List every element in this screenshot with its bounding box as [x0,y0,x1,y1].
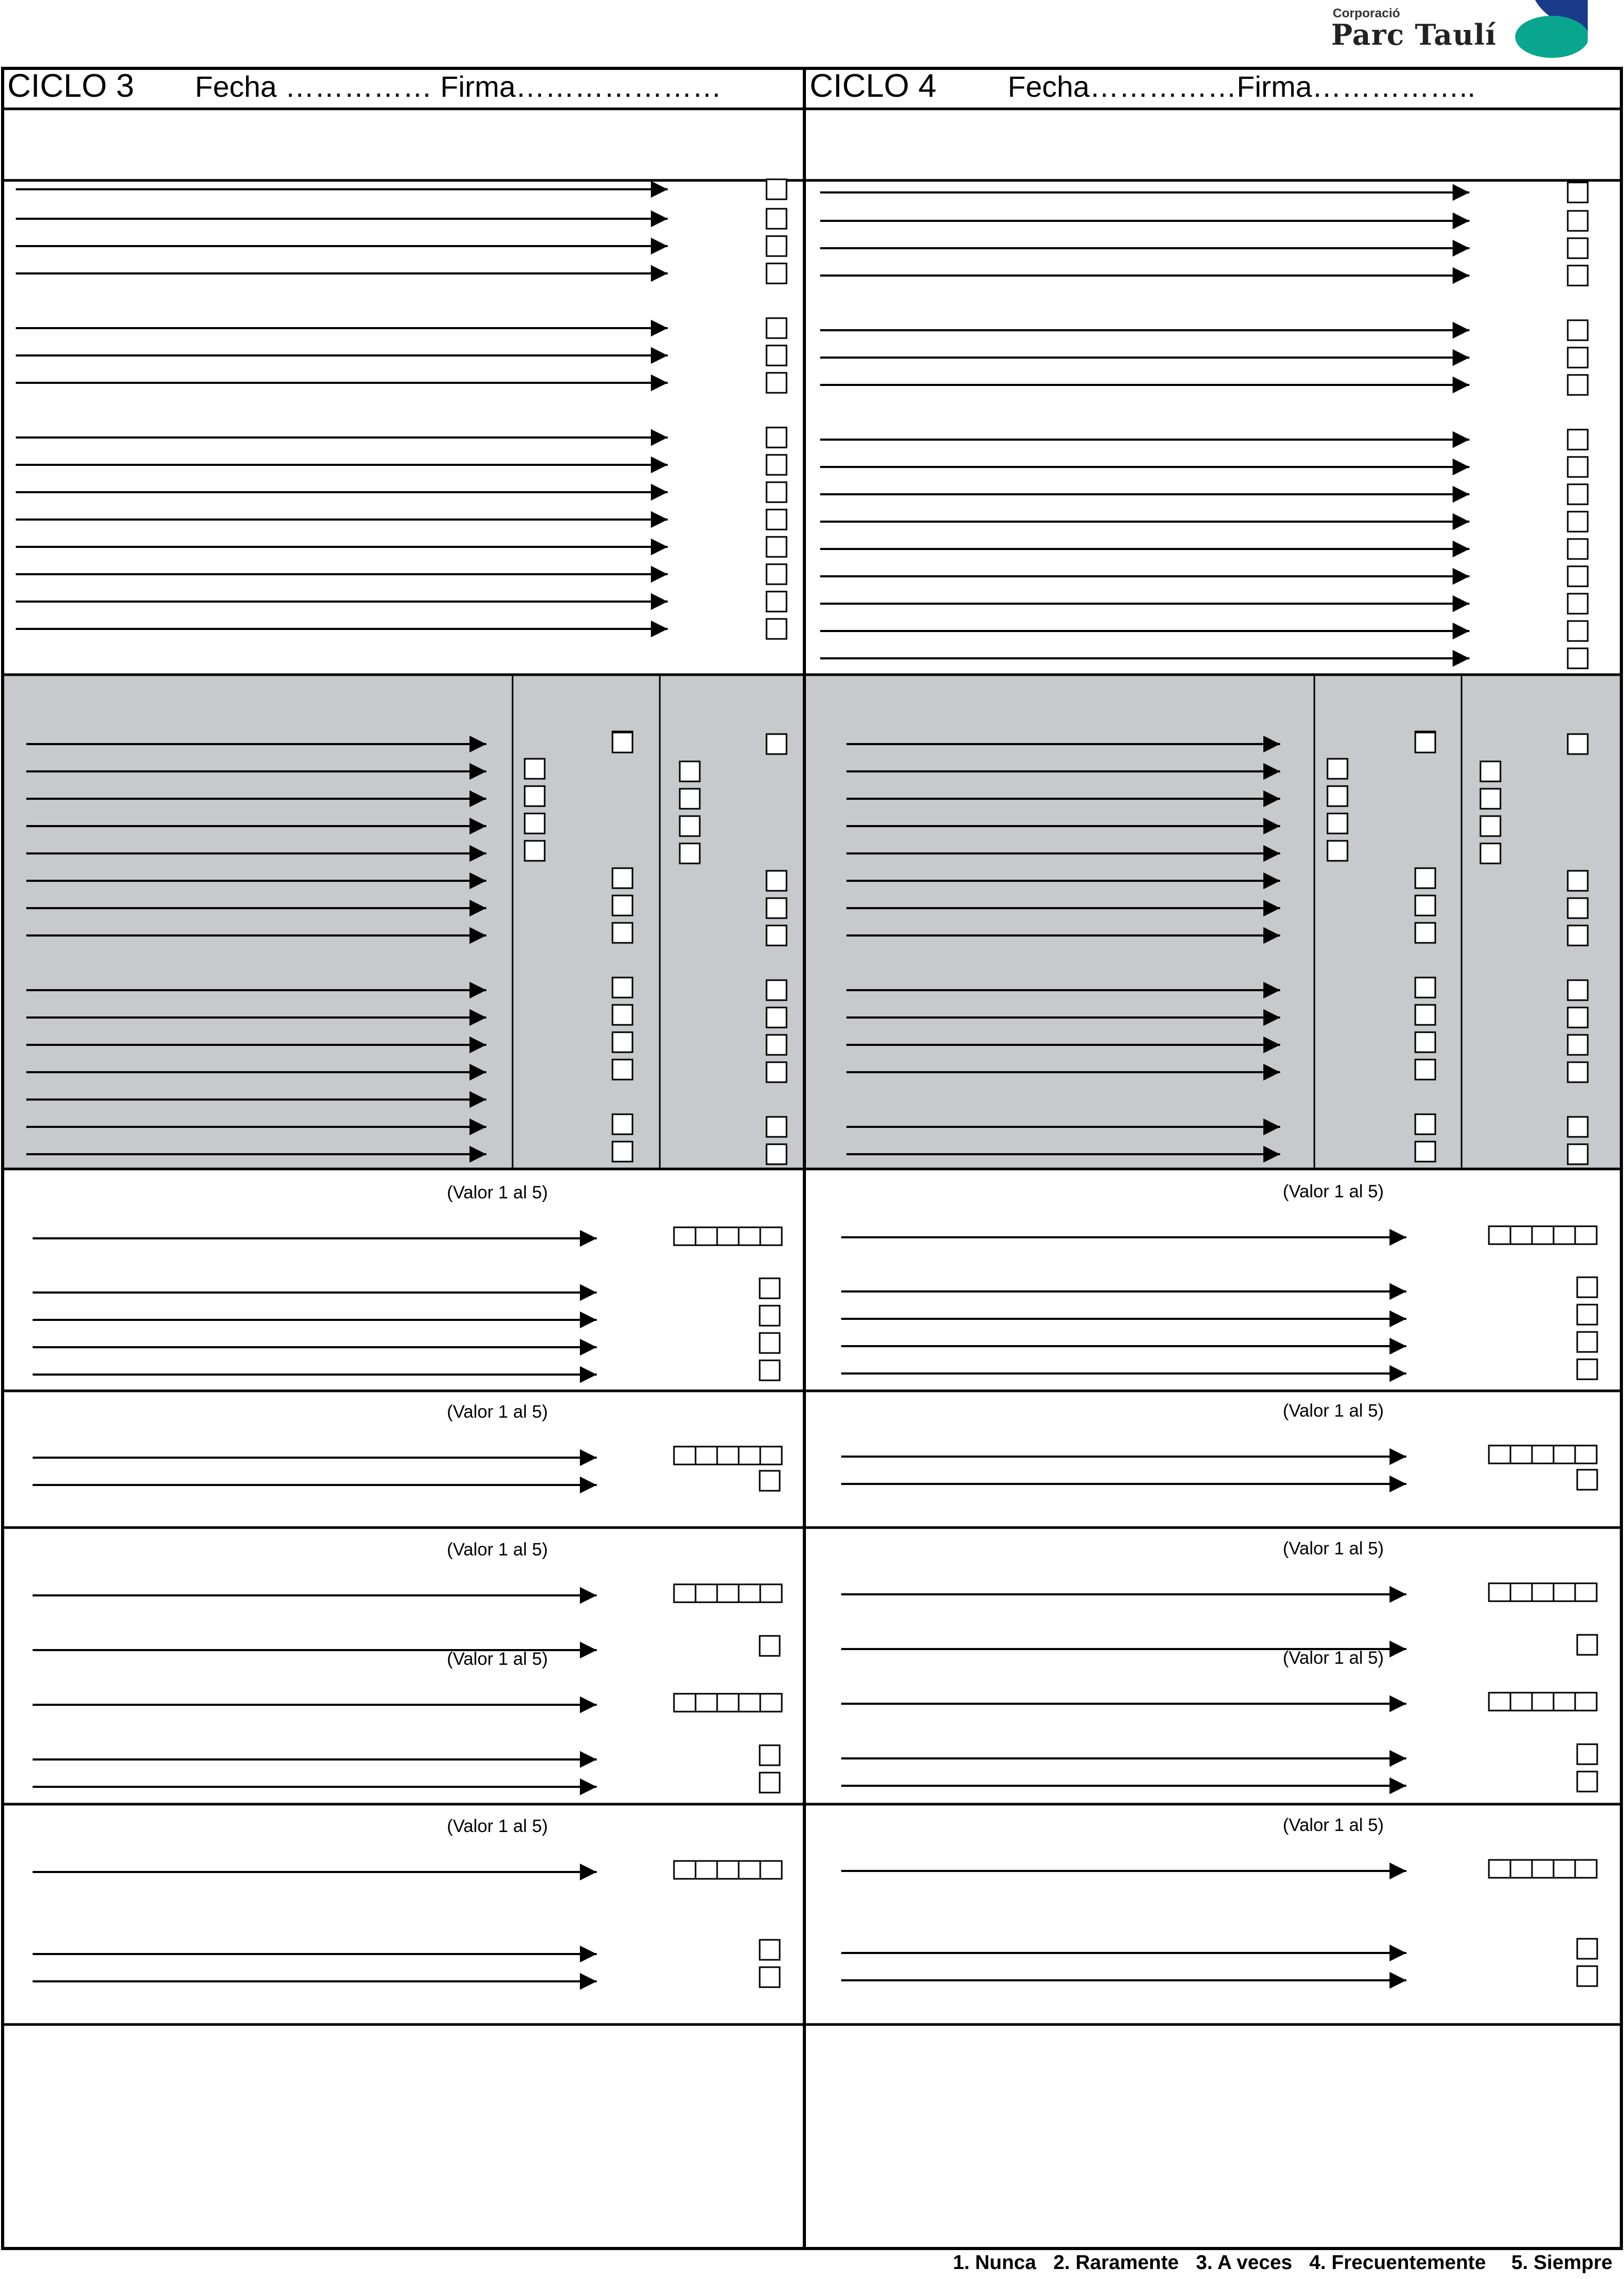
c3-s2-checkbox-a-6[interactable] [612,896,632,915]
c4-item-checkbox-s5a-0[interactable] [1577,1635,1597,1655]
c3-score-s5a-0-cell-1[interactable] [674,1584,696,1602]
c3-s1-checkbox-3[interactable] [767,263,787,283]
c4-item-checkbox-s6-1[interactable] [1577,1966,1597,1986]
c3-score-s5b-0-cell-1[interactable] [674,1694,696,1712]
c3-score-s5a-0-cell-2[interactable] [696,1584,717,1602]
cycle4-date-signature[interactable]: Fecha……………Firma…………….. [1007,70,1476,103]
c3-score-s5a-0-cell-5[interactable] [760,1584,782,1602]
c4-score-s4-1-cell-3[interactable] [1532,1446,1554,1463]
c4-score-s6-1-cell-5[interactable] [1575,1860,1597,1878]
c3-s2-checkbox-b-9[interactable] [767,1008,787,1027]
c3-s2-checkbox-b-14[interactable] [767,1144,787,1164]
c3-s2-checkbox-a-11[interactable] [612,1060,632,1080]
c4-score-s3-1-cell-1[interactable] [1489,1226,1510,1244]
c3-score-s4-0-cell-3[interactable] [717,1447,739,1464]
c4-score-s6-1-cell-1[interactable] [1489,1860,1510,1878]
c3-s1-checkbox-1[interactable] [767,209,787,229]
legend-frecuentemente: 4. Frecuentemente [1309,2252,1486,2274]
c3-s1-checkbox-11[interactable] [767,537,787,557]
c4-score-s3-1-cell-2[interactable] [1510,1226,1532,1244]
c4-s2-checkbox-b-11[interactable] [1568,1062,1588,1082]
c4-score-s5a-1-cell-4[interactable] [1554,1583,1575,1601]
c3-s2-checkbox-a-3[interactable] [525,813,545,833]
cycle4-header [810,67,1476,105]
c4-s1-checkbox-11[interactable] [1568,539,1588,559]
c3-s1-checkbox-2[interactable] [767,236,787,256]
c3-score-s5b-0-cell-5[interactable] [760,1694,782,1712]
c4-s1-checkbox-3[interactable] [1568,266,1588,286]
c3-s2-checkbox-a-14[interactable] [612,1142,632,1162]
c3-s2-checkbox-b-2[interactable] [680,789,700,809]
c4-score-s5a-1-cell-5[interactable] [1575,1583,1597,1601]
c3-valor-label-6: (Valor 1 al 5) [447,1649,548,1669]
c3-s2-checkbox-b-7[interactable] [767,925,787,945]
c3-s1-checkbox-4[interactable] [767,318,787,338]
legend-raramente: 2. Raramente [1053,2252,1179,2274]
c3-score-s4-0-cell-2[interactable] [696,1447,717,1464]
c4-score-s5b-1-cell-4[interactable] [1554,1693,1575,1711]
c4-s1-checkbox-13[interactable] [1568,594,1588,614]
c3-item-checkbox-s6-0[interactable] [760,1940,780,1960]
c4-score-s3-1-cell-4[interactable] [1554,1226,1575,1244]
c3-score-s4-0-cell-1[interactable] [674,1447,696,1464]
logo-corporacio: Corporació [1333,6,1401,21]
c4-s2-checkbox-a-3[interactable] [1327,813,1347,833]
c4-s2-checkbox-b-9[interactable] [1568,1008,1588,1027]
c3-s2-checkbox-b-3[interactable] [680,816,700,836]
c4-score-s5a-1-cell-2[interactable] [1510,1583,1532,1601]
cycle3-label: CICLO 3 [7,68,135,104]
c4-s2-checkbox-b-14[interactable] [1568,1144,1588,1164]
c4-score-s5b-1-cell-2[interactable] [1510,1693,1532,1711]
c4-s2-checkbox-b-6[interactable] [1568,898,1588,918]
c3-s1-checkbox-0[interactable] [767,179,787,199]
c4-valor-label-3: (Valor 1 al 5) [1283,1401,1384,1421]
c4-item-checkbox-s3-2[interactable] [1577,1332,1597,1352]
cycle3-date-signature[interactable]: Fecha …………… Firma………………… [195,70,722,103]
c4-s1-checkbox-2[interactable] [1568,238,1588,258]
c4-s1-checkbox-6[interactable] [1568,375,1588,395]
c4-s2-checkbox-b-8[interactable] [1568,980,1588,1000]
c3-score-s6-0-cell-5[interactable] [760,1861,782,1879]
c3-s2-checkbox-a-13[interactable] [612,1114,632,1134]
c3-item-checkbox-s3-3[interactable] [760,1360,780,1380]
c4-s2-checkbox-a-6[interactable] [1415,896,1435,915]
c3-valor-label-8: (Valor 1 al 5) [447,1816,548,1836]
c3-s2-checkbox-b-11[interactable] [767,1062,787,1082]
c3-s2-checkbox-top-a[interactable] [612,732,632,752]
c3-score-s4-0-cell-5[interactable] [760,1447,782,1464]
c4-s1-checkbox-4[interactable] [1568,320,1588,340]
c3-s2-checkbox-b-13[interactable] [767,1117,787,1137]
c4-s2-checkbox-a-13[interactable] [1415,1114,1435,1134]
c4-s2-checkbox-a-10[interactable] [1415,1032,1435,1052]
c4-s2-checkbox-b-10[interactable] [1568,1035,1588,1055]
c4-valor-label-5: (Valor 1 al 5) [1283,1539,1384,1559]
c3-s2-checkbox-a-2[interactable] [525,786,545,806]
c4-s1-checkbox-15[interactable] [1568,648,1588,668]
c4-s2-checkbox-a-14[interactable] [1415,1142,1435,1162]
c4-valor-label-9: (Valor 1 al 5) [1283,1815,1384,1835]
c3-item-checkbox-s5b-0[interactable] [760,1745,780,1765]
c3-item-checkbox-s4-0[interactable] [760,1471,780,1491]
c3-score-s3-0-cell-3[interactable] [717,1227,739,1245]
c3-item-checkbox-s3-2[interactable] [760,1333,780,1353]
c3-score-s5a-0-cell-3[interactable] [717,1584,739,1602]
c4-s2-checkbox-top-a[interactable] [1415,732,1435,752]
c3-valor-label-4: (Valor 1 al 5) [447,1540,548,1560]
c4-score-s4-1-cell-5[interactable] [1575,1446,1597,1463]
c4-s2-checkbox-a-8[interactable] [1415,978,1435,998]
c4-score-s3-1-cell-3[interactable] [1532,1226,1554,1244]
c4-item-checkbox-s3-0[interactable] [1577,1277,1597,1297]
c4-s2-checkbox-b-1[interactable] [1480,761,1500,781]
c3-s1-checkbox-8[interactable] [767,455,787,475]
c3-score-s6-0-cell-2[interactable] [696,1861,717,1879]
c3-s1-checkbox-7[interactable] [767,428,787,447]
c4-item-checkbox-s5b-1[interactable] [1577,1772,1597,1792]
c3-valor-label-2: (Valor 1 al 5) [447,1402,548,1422]
c4-s2-checkbox-a-11[interactable] [1415,1060,1435,1080]
c4-valor-label-1: (Valor 1 al 5) [1283,1182,1384,1202]
c4-score-s5a-1-cell-1[interactable] [1489,1583,1510,1601]
c3-score-s6-0-cell-3[interactable] [717,1861,739,1879]
c4-s2-checkbox-b-2[interactable] [1480,789,1500,809]
c4-s1-checkbox-9[interactable] [1568,484,1588,504]
c4-s1-checkbox-12[interactable] [1568,566,1588,586]
c3-s2-checkbox-a-4[interactable] [525,841,545,861]
c3-item-checkbox-s3-1[interactable] [760,1306,780,1326]
c4-s2-checkbox-a-4[interactable] [1327,841,1347,861]
c4-s1-checkbox-10[interactable] [1568,512,1588,532]
c4-item-checkbox-s3-1[interactable] [1577,1305,1597,1325]
c3-s2-checkbox-b-5[interactable] [767,871,787,891]
c4-s1-checkbox-5[interactable] [1568,348,1588,368]
scale-legend [942,2252,1612,2274]
c3-score-s5a-0-cell-4[interactable] [739,1584,760,1602]
c4-score-s4-1-cell-2[interactable] [1510,1446,1532,1463]
c3-score-s5b-0-cell-3[interactable] [717,1694,739,1712]
c4-score-s5b-1-cell-3[interactable] [1532,1693,1554,1711]
c4-score-s6-1-cell-2[interactable] [1510,1860,1532,1878]
c4-s2-checkbox-b-4[interactable] [1480,843,1500,863]
c3-score-s6-0-cell-4[interactable] [739,1861,760,1879]
c3-s1-checkbox-12[interactable] [767,564,787,584]
c4-item-checkbox-s5b-0[interactable] [1577,1744,1597,1764]
c4-s2-checkbox-a-7[interactable] [1415,923,1435,943]
logo-parc-tauli: Parc Taulí [1331,18,1497,52]
c4-s2-checkbox-a-1[interactable] [1327,759,1347,779]
c3-s2-checkbox-b-4[interactable] [680,843,700,863]
c4-item-checkbox-s6-0[interactable] [1577,1939,1597,1959]
shaded-block-right [804,675,1621,1169]
c4-score-s6-1-cell-4[interactable] [1554,1860,1575,1878]
c4-score-s5b-1-cell-1[interactable] [1489,1693,1510,1711]
c3-score-s3-0-cell-2[interactable] [696,1227,717,1245]
c4-score-s5b-1-cell-5[interactable] [1575,1693,1597,1711]
cycle4-label: CICLO 4 [810,68,937,104]
c4-s2-checkbox-b-5[interactable] [1568,871,1588,891]
c4-score-s4-1-cell-1[interactable] [1489,1446,1510,1463]
c4-s2-checkbox-a-2[interactable] [1327,786,1347,806]
c4-s2-checkbox-b-7[interactable] [1568,925,1588,945]
legend-a-veces: 3. A veces [1196,2252,1292,2274]
c3-score-s3-0-cell-4[interactable] [739,1227,760,1245]
c4-score-s5a-1-cell-3[interactable] [1532,1583,1554,1601]
c3-s2-checkbox-b-1[interactable] [680,761,700,781]
c4-s1-checkbox-1[interactable] [1568,211,1588,231]
c4-score-s3-1-cell-5[interactable] [1575,1226,1597,1244]
c3-s1-checkbox-10[interactable] [767,510,787,530]
c3-item-checkbox-s3-0[interactable] [760,1278,780,1298]
logo-mark-icon [1514,0,1588,58]
c4-s1-checkbox-7[interactable] [1568,430,1588,450]
c4-s1-checkbox-8[interactable] [1568,457,1588,477]
c3-s2-checkbox-a-10[interactable] [612,1032,632,1052]
c3-s1-checkbox-5[interactable] [767,345,787,365]
c3-valor-label-0: (Valor 1 al 5) [447,1183,548,1203]
c3-score-s3-0-cell-5[interactable] [760,1227,782,1245]
c3-s2-checkbox-b-6[interactable] [767,898,787,918]
c3-item-checkbox-s5b-1[interactable] [760,1773,780,1793]
c3-score-s3-0-cell-1[interactable] [674,1227,696,1245]
c4-s2-checkbox-top-b[interactable] [1568,734,1588,754]
c3-s2-checkbox-b-10[interactable] [767,1035,787,1055]
c4-s2-checkbox-a-5[interactable] [1415,868,1435,888]
c3-s2-checkbox-a-8[interactable] [612,978,632,998]
c3-s1-checkbox-14[interactable] [767,619,787,639]
c3-s1-checkbox-9[interactable] [767,482,787,502]
c4-valor-label-7: (Valor 1 al 5) [1283,1648,1384,1668]
c3-score-s5b-0-cell-2[interactable] [696,1694,717,1712]
c4-s2-checkbox-a-9[interactable] [1415,1005,1435,1025]
legend-siempre: 5. Siempre [1511,2252,1612,2274]
shaded-block-left [3,675,804,1169]
c4-s1-checkbox-0[interactable] [1568,182,1588,202]
c3-s2-checkbox-a-1[interactable] [525,759,545,779]
c3-s1-checkbox-13[interactable] [767,592,787,612]
cycle3-header [7,67,722,105]
c4-s2-checkbox-b-13[interactable] [1568,1117,1588,1137]
c3-score-s4-0-cell-4[interactable] [739,1447,760,1464]
logo-green-shape [1515,16,1588,58]
c3-item-checkbox-s6-1[interactable] [760,1967,780,1987]
c4-s2-checkbox-b-3[interactable] [1480,816,1500,836]
c3-s2-checkbox-top-b[interactable] [767,734,787,754]
c4-score-s4-1-cell-4[interactable] [1554,1446,1575,1463]
c3-score-s6-0-cell-1[interactable] [674,1861,696,1879]
c4-item-checkbox-s4-0[interactable] [1577,1470,1597,1490]
c3-s2-checkbox-a-9[interactable] [612,1005,632,1025]
c4-item-checkbox-s3-3[interactable] [1577,1359,1597,1379]
legend-nunca: 1. Nunca [953,2252,1036,2274]
c3-s1-checkbox-6[interactable] [767,373,787,393]
c4-score-s6-1-cell-3[interactable] [1532,1860,1554,1878]
c3-score-s5b-0-cell-4[interactable] [739,1694,760,1712]
c4-s1-checkbox-14[interactable] [1568,621,1588,641]
c3-s2-checkbox-b-8[interactable] [767,980,787,1000]
c3-item-checkbox-s5a-0[interactable] [760,1636,780,1656]
c3-s2-checkbox-a-7[interactable] [612,923,632,943]
c3-s2-checkbox-a-5[interactable] [612,868,632,888]
